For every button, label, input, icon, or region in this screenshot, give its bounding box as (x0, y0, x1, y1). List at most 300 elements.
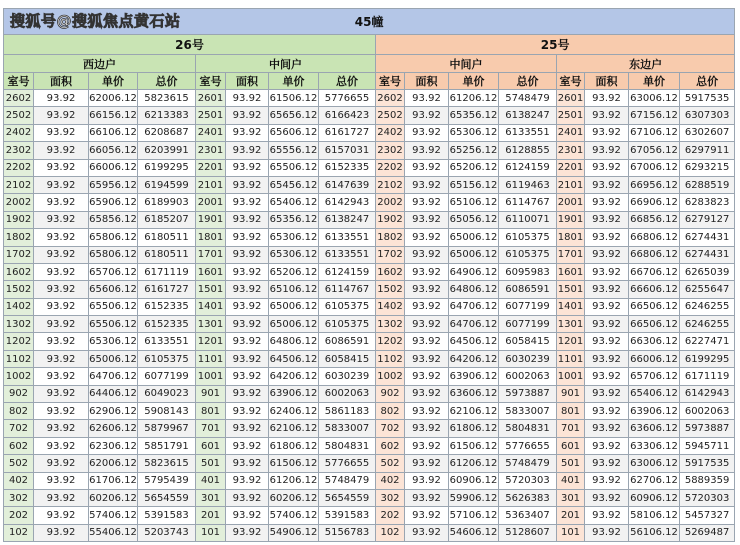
unit-price-cell: 65906.12 (89, 194, 138, 211)
unit-price-cell: 60906.12 (449, 472, 499, 489)
table-row (4, 159, 735, 176)
area-cell: 93.92 (585, 420, 629, 437)
room-number-cell: 1201 (557, 333, 585, 350)
room-number-cell: 302 (376, 489, 405, 506)
unit-price-cell: 65106.12 (269, 281, 319, 298)
room-number-cell: 2602 (376, 90, 405, 107)
room-number-cell: 402 (4, 472, 34, 489)
unit-price-cell: 62306.12 (89, 437, 138, 454)
room-number-cell: 2002 (4, 194, 34, 211)
unit-price-cell: 67056.12 (629, 142, 680, 159)
column-header: 总价 (680, 73, 735, 90)
unit-price-cell: 65256.12 (449, 142, 499, 159)
total-price-cell: 6203991 (138, 142, 196, 159)
total-price-cell: 6297911 (680, 142, 735, 159)
unit-price-cell: 65806.12 (89, 246, 138, 263)
total-price-cell: 5823615 (138, 455, 196, 472)
total-price-cell: 6002063 (319, 385, 376, 402)
room-number-cell: 902 (376, 385, 405, 402)
total-price-cell: 5973887 (680, 420, 735, 437)
total-price-cell: 6246255 (680, 316, 735, 333)
area-cell: 93.92 (226, 90, 269, 107)
room-number-cell: 2402 (376, 124, 405, 141)
column-header: 总价 (138, 73, 196, 90)
area-cell: 93.92 (585, 281, 629, 298)
area-cell: 93.92 (405, 90, 449, 107)
area-cell: 93.92 (34, 107, 89, 124)
unit-price-cell: 66156.12 (89, 107, 138, 124)
total-price-cell: 6077199 (499, 298, 557, 315)
area-cell: 93.92 (34, 159, 89, 176)
unit-price-cell: 65806.12 (89, 229, 138, 246)
unit-price-cell: 62706.12 (629, 472, 680, 489)
total-price-cell: 5748479 (499, 455, 557, 472)
area-cell: 93.92 (585, 437, 629, 454)
total-price-cell: 6105375 (319, 316, 376, 333)
table-row (4, 176, 735, 193)
room-number-cell: 1802 (4, 229, 34, 246)
table-row (4, 507, 735, 524)
area-cell: 93.92 (405, 524, 449, 541)
room-number-cell: 801 (557, 403, 585, 420)
area-cell: 93.92 (226, 298, 269, 315)
area-cell: 93.92 (405, 211, 449, 228)
room-number-cell: 1401 (196, 298, 226, 315)
total-price-cell: 6293215 (680, 159, 735, 176)
unit-price-cell: 65656.12 (269, 107, 319, 124)
column-header: 室号 (4, 73, 34, 90)
room-number-cell: 1702 (4, 246, 34, 263)
room-number-cell: 1602 (376, 263, 405, 280)
unit-price-cell: 65506.12 (89, 298, 138, 315)
area-cell: 93.92 (585, 90, 629, 107)
area-cell: 93.92 (585, 368, 629, 385)
area-cell: 93.92 (405, 298, 449, 315)
room-number-cell: 1402 (376, 298, 405, 315)
room-number-cell: 2601 (196, 90, 226, 107)
unit-price-cell: 65356.12 (269, 211, 319, 228)
room-number-cell: 701 (557, 420, 585, 437)
room-number-cell: 1102 (376, 350, 405, 367)
room-number-cell: 2201 (557, 159, 585, 176)
area-cell: 93.92 (585, 263, 629, 280)
room-number-cell: 2101 (557, 176, 585, 193)
total-price-cell: 5804831 (319, 437, 376, 454)
room-number-cell: 2601 (557, 90, 585, 107)
unit-price-cell: 62006.12 (89, 455, 138, 472)
room-number-cell: 2501 (196, 107, 226, 124)
total-price-cell: 6152335 (138, 316, 196, 333)
unit-price-cell: 66606.12 (629, 281, 680, 298)
total-price-cell: 5973887 (499, 385, 557, 402)
area-cell: 93.92 (226, 403, 269, 420)
area-cell: 93.92 (405, 246, 449, 263)
room-number-cell: 1501 (557, 281, 585, 298)
room-number-cell: 2402 (4, 124, 34, 141)
area-cell: 93.92 (226, 246, 269, 263)
total-price-cell: 6124159 (499, 159, 557, 176)
area-cell: 93.92 (226, 368, 269, 385)
total-price-cell: 6105375 (319, 298, 376, 315)
total-price-cell: 6105375 (499, 229, 557, 246)
area-cell: 93.92 (585, 298, 629, 315)
area-cell: 93.92 (34, 333, 89, 350)
area-cell: 93.92 (34, 368, 89, 385)
unit-price-cell: 65056.12 (449, 211, 499, 228)
table-row (4, 489, 735, 506)
area-cell: 93.92 (226, 350, 269, 367)
room-number-cell: 1902 (376, 211, 405, 228)
unit-price-cell: 64406.12 (89, 385, 138, 402)
total-price-cell: 5391583 (138, 507, 196, 524)
column-header: 单价 (449, 73, 499, 90)
room-number-cell: 2301 (557, 142, 585, 159)
area-cell: 93.92 (34, 455, 89, 472)
total-price-cell: 6288519 (680, 176, 735, 193)
unit-price-cell: 57406.12 (269, 507, 319, 524)
total-price-cell: 6077199 (499, 316, 557, 333)
room-number-cell: 2001 (196, 194, 226, 211)
area-cell: 93.92 (585, 176, 629, 193)
area-cell: 93.92 (405, 437, 449, 454)
room-number-cell: 802 (376, 403, 405, 420)
room-number-cell: 302 (4, 489, 34, 506)
total-price-cell: 6171119 (680, 368, 735, 385)
area-cell: 93.92 (226, 455, 269, 472)
total-price-cell: 6255647 (680, 281, 735, 298)
unit-price-cell: 61706.12 (89, 472, 138, 489)
table-row (4, 263, 735, 280)
total-price-cell: 5945711 (680, 437, 735, 454)
area-cell: 93.92 (405, 507, 449, 524)
area-cell: 93.92 (226, 489, 269, 506)
room-number-cell: 101 (557, 524, 585, 541)
area-cell: 93.92 (585, 194, 629, 211)
unit-price-cell: 65606.12 (89, 281, 138, 298)
unit-price-cell: 57406.12 (89, 507, 138, 524)
table-row (4, 194, 735, 211)
unit-price-cell: 66956.12 (629, 176, 680, 193)
total-price-cell: 6283823 (680, 194, 735, 211)
area-cell: 93.92 (34, 403, 89, 420)
total-price-cell: 6180511 (138, 246, 196, 263)
area-cell: 93.92 (405, 368, 449, 385)
total-price-cell: 5917535 (680, 90, 735, 107)
unit-price-cell: 65006.12 (269, 316, 319, 333)
unit-price-cell: 65706.12 (629, 368, 680, 385)
room-number-cell: 1001 (196, 368, 226, 385)
room-number-cell: 801 (196, 403, 226, 420)
area-cell: 93.92 (34, 229, 89, 246)
area-cell: 93.92 (226, 437, 269, 454)
room-number-cell: 901 (557, 385, 585, 402)
total-price-cell: 6138247 (499, 107, 557, 124)
room-number-cell: 201 (196, 507, 226, 524)
room-number-cell: 502 (4, 455, 34, 472)
unit-price-cell: 65506.12 (269, 159, 319, 176)
unit-price-cell: 63006.12 (629, 455, 680, 472)
table-row (4, 211, 735, 228)
unit-price-cell: 66806.12 (629, 246, 680, 263)
total-price-cell: 5879967 (138, 420, 196, 437)
total-price-cell: 5776655 (319, 90, 376, 107)
area-cell: 93.92 (405, 229, 449, 246)
total-price-cell: 6307303 (680, 107, 735, 124)
total-price-cell: 6180511 (138, 229, 196, 246)
area-cell: 93.92 (34, 281, 89, 298)
building-26-header: 26号 (4, 35, 376, 55)
room-number-cell: 1702 (376, 246, 405, 263)
unit-price-cell: 62106.12 (269, 420, 319, 437)
unit-price-cell: 66056.12 (89, 142, 138, 159)
unit-price-cell: 57106.12 (449, 507, 499, 524)
area-cell: 93.92 (226, 333, 269, 350)
total-price-cell: 5391583 (319, 507, 376, 524)
room-number-cell: 602 (4, 437, 34, 454)
room-number-cell: 2302 (376, 142, 405, 159)
room-number-cell: 2302 (4, 142, 34, 159)
unit-price-cell: 64706.12 (89, 368, 138, 385)
total-price-cell: 6095983 (499, 263, 557, 280)
table-title: 45幢 (4, 9, 735, 35)
unit-price-cell: 65006.12 (449, 246, 499, 263)
room-number-cell: 1101 (557, 350, 585, 367)
total-price-cell: 5363407 (499, 507, 557, 524)
total-price-cell: 5833007 (499, 403, 557, 420)
area-cell: 93.92 (34, 211, 89, 228)
unit-price-cell: 61506.12 (269, 90, 319, 107)
area-cell: 93.92 (405, 107, 449, 124)
total-price-cell: 6124159 (319, 263, 376, 280)
unit-price-cell: 64706.12 (449, 316, 499, 333)
total-price-cell: 6208687 (138, 124, 196, 141)
total-price-cell: 6138247 (319, 211, 376, 228)
total-price-cell: 5833007 (319, 420, 376, 437)
unit-price-cell: 65856.12 (89, 211, 138, 228)
room-number-cell: 1701 (557, 246, 585, 263)
area-cell: 93.92 (34, 385, 89, 402)
total-price-cell: 6119463 (499, 176, 557, 193)
area-cell: 93.92 (226, 194, 269, 211)
area-cell: 93.92 (585, 316, 629, 333)
total-price-cell: 6152335 (319, 159, 376, 176)
unit-price-cell: 67156.12 (629, 107, 680, 124)
area-cell: 93.92 (226, 316, 269, 333)
total-price-cell: 6142943 (680, 385, 735, 402)
area-cell: 93.92 (405, 142, 449, 159)
room-number-cell: 1502 (4, 281, 34, 298)
area-cell: 93.92 (34, 524, 89, 541)
room-number-cell: 702 (4, 420, 34, 437)
building-25-header: 25号 (376, 35, 735, 55)
section-header: 中间户 (376, 55, 557, 73)
total-price-cell: 6142943 (319, 194, 376, 211)
table-row (4, 420, 735, 437)
total-price-cell: 5861183 (319, 403, 376, 420)
table-row (4, 281, 735, 298)
area-cell: 93.92 (34, 124, 89, 141)
room-number-cell: 2401 (557, 124, 585, 141)
column-header: 面积 (34, 73, 89, 90)
total-price-cell: 6110071 (499, 211, 557, 228)
area-cell: 93.92 (585, 211, 629, 228)
room-number-cell: 1301 (196, 316, 226, 333)
total-price-cell: 6185207 (138, 211, 196, 228)
room-number-cell: 2001 (557, 194, 585, 211)
unit-price-cell: 65006.12 (449, 229, 499, 246)
room-number-cell: 1902 (4, 211, 34, 228)
area-cell: 93.92 (34, 90, 89, 107)
room-number-cell: 1701 (196, 246, 226, 263)
total-price-cell: 6030239 (319, 368, 376, 385)
unit-price-cell: 55406.12 (89, 524, 138, 541)
total-price-cell: 6199295 (680, 350, 735, 367)
total-price-cell: 5720303 (499, 472, 557, 489)
area-cell: 93.92 (405, 316, 449, 333)
unit-price-cell: 61506.12 (449, 437, 499, 454)
total-price-cell: 6227471 (680, 333, 735, 350)
total-price-cell: 5908143 (138, 403, 196, 420)
column-header: 面积 (405, 73, 449, 90)
room-number-cell: 101 (196, 524, 226, 541)
table-row (4, 368, 735, 385)
area-cell: 93.92 (405, 124, 449, 141)
total-price-cell: 5823615 (138, 90, 196, 107)
unit-price-cell: 65406.12 (269, 194, 319, 211)
unit-price-cell: 66856.12 (629, 211, 680, 228)
unit-price-cell: 62106.12 (449, 403, 499, 420)
unit-price-cell: 61506.12 (269, 455, 319, 472)
unit-price-cell: 66506.12 (629, 298, 680, 315)
room-number-cell: 1202 (376, 333, 405, 350)
total-price-cell: 6302607 (680, 124, 735, 141)
area-cell: 93.92 (226, 472, 269, 489)
table-row (4, 403, 735, 420)
area-cell: 93.92 (226, 263, 269, 280)
total-price-cell: 5457327 (680, 507, 735, 524)
unit-price-cell: 65156.12 (449, 176, 499, 193)
unit-price-cell: 60206.12 (269, 489, 319, 506)
room-number-cell: 702 (376, 420, 405, 437)
column-header: 总价 (319, 73, 376, 90)
table-row (4, 229, 735, 246)
table-row (4, 437, 735, 454)
unit-price-cell: 66306.12 (629, 333, 680, 350)
unit-price-cell: 65306.12 (89, 333, 138, 350)
room-number-cell: 1901 (196, 211, 226, 228)
total-price-cell: 6199295 (138, 159, 196, 176)
room-number-cell: 2401 (196, 124, 226, 141)
room-number-cell: 1101 (196, 350, 226, 367)
total-price-cell: 6213383 (138, 107, 196, 124)
total-price-cell: 6133551 (319, 229, 376, 246)
table-row (4, 350, 735, 367)
area-cell: 93.92 (34, 246, 89, 263)
unit-price-cell: 66506.12 (629, 316, 680, 333)
section-header: 中间户 (196, 55, 376, 73)
total-price-cell: 5156783 (319, 524, 376, 541)
area-cell: 93.92 (405, 263, 449, 280)
unit-price-cell: 61206.12 (269, 472, 319, 489)
area-cell: 93.92 (585, 333, 629, 350)
total-price-cell: 6114767 (319, 281, 376, 298)
area-cell: 93.92 (585, 455, 629, 472)
total-price-cell: 5851791 (138, 437, 196, 454)
area-cell: 93.92 (585, 403, 629, 420)
total-price-cell: 6002063 (499, 368, 557, 385)
unit-price-cell: 64806.12 (449, 281, 499, 298)
column-header: 室号 (557, 73, 585, 90)
table-row (4, 333, 735, 350)
room-number-cell: 2301 (196, 142, 226, 159)
room-number-cell: 802 (4, 403, 34, 420)
total-price-cell: 6147639 (319, 176, 376, 193)
unit-price-cell: 66806.12 (629, 229, 680, 246)
table-row (4, 455, 735, 472)
area-cell: 93.92 (585, 385, 629, 402)
column-header: 室号 (196, 73, 226, 90)
room-number-cell: 1102 (4, 350, 34, 367)
unit-price-cell: 64906.12 (449, 263, 499, 280)
room-number-cell: 2102 (4, 176, 34, 193)
unit-price-cell: 66006.12 (89, 159, 138, 176)
total-price-cell: 6189903 (138, 194, 196, 211)
unit-price-cell: 65556.12 (269, 142, 319, 159)
unit-price-cell: 63906.12 (449, 368, 499, 385)
unit-price-cell: 58106.12 (629, 507, 680, 524)
room-number-cell: 102 (4, 524, 34, 541)
area-cell: 93.92 (34, 316, 89, 333)
area-cell: 93.92 (585, 246, 629, 263)
area-cell: 93.92 (226, 281, 269, 298)
unit-price-cell: 65206.12 (449, 159, 499, 176)
total-price-cell: 6157031 (319, 142, 376, 159)
unit-price-cell: 61206.12 (449, 455, 499, 472)
area-cell: 93.92 (405, 159, 449, 176)
unit-price-cell: 65706.12 (89, 263, 138, 280)
table-row (4, 298, 735, 315)
total-price-cell: 6105375 (499, 246, 557, 263)
unit-price-cell: 64506.12 (449, 333, 499, 350)
column-header: 单价 (89, 73, 138, 90)
price-table (3, 8, 735, 542)
table-row (4, 124, 735, 141)
total-price-cell: 5795439 (138, 472, 196, 489)
total-price-cell: 5748479 (319, 472, 376, 489)
room-number-cell: 301 (196, 489, 226, 506)
unit-price-cell: 56106.12 (629, 524, 680, 541)
area-cell: 93.92 (405, 472, 449, 489)
total-price-cell: 6161727 (138, 281, 196, 298)
room-number-cell: 1401 (557, 298, 585, 315)
unit-price-cell: 60906.12 (629, 489, 680, 506)
area-cell: 93.92 (585, 107, 629, 124)
total-price-cell: 5776655 (499, 437, 557, 454)
total-price-cell: 6274431 (680, 229, 735, 246)
area-cell: 93.92 (226, 159, 269, 176)
room-number-cell: 2201 (196, 159, 226, 176)
room-number-cell: 1202 (4, 333, 34, 350)
area-cell: 93.92 (405, 455, 449, 472)
table-row (4, 316, 735, 333)
room-number-cell: 901 (196, 385, 226, 402)
table-row (4, 142, 735, 159)
unit-price-cell: 62606.12 (89, 420, 138, 437)
room-number-cell: 1002 (376, 368, 405, 385)
total-price-cell: 6002063 (680, 403, 735, 420)
room-number-cell: 1302 (4, 316, 34, 333)
room-number-cell: 1602 (4, 263, 34, 280)
